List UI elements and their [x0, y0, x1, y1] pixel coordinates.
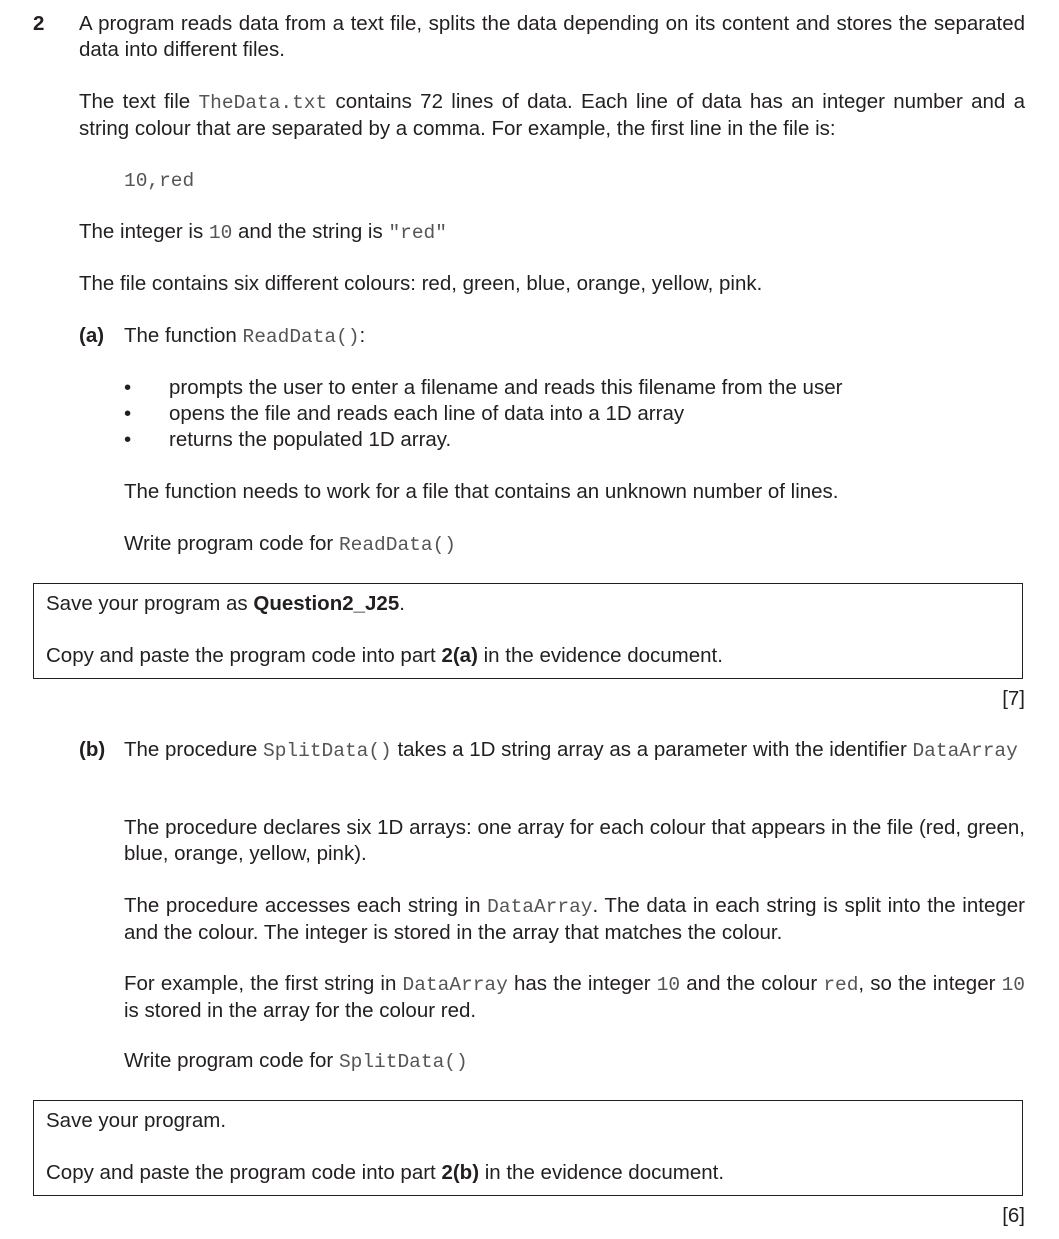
integer-middle: and the string is	[232, 220, 389, 243]
file-description	[79, 89, 1025, 142]
bullet-text: returns the populated 1D array.	[169, 428, 452, 451]
part-b-p1-after: takes a 1D string array as a parameter with the identifier	[391, 738, 913, 761]
part-b-save-text: Save your program.	[46, 1109, 227, 1132]
bullet-icon: •	[124, 428, 132, 451]
part-a-save-before: Save your program as	[46, 592, 254, 615]
part-b-copy-text	[46, 1160, 724, 1186]
splitdata-write-code: SplitData()	[338, 1051, 468, 1073]
string-value-code: "red"	[388, 222, 447, 244]
part-b-p4-a: For example, the first string in	[124, 972, 403, 995]
bullet-text: opens the file and reads each line of data into a 1D array	[169, 402, 685, 425]
part-a-copy-part: 2(a)	[441, 644, 478, 667]
filename-code: TheData.txt	[198, 92, 328, 114]
part-a-save-name: Question2_J25	[253, 592, 400, 615]
part-b-write-instruction	[124, 1048, 1025, 1075]
integer-code: 10	[656, 974, 681, 996]
part-b-p4-d: , so the integer	[858, 972, 1002, 995]
part-a-write-instruction	[124, 531, 1025, 558]
colour-code: red	[823, 974, 859, 996]
bullet-icon: •	[124, 376, 132, 399]
part-b-p3-after: . The data in each string is split into the integer and the colour. The integer is stored in the array that matches the colour.	[124, 894, 1025, 944]
part-b-marks: [6]	[1002, 1204, 1025, 1227]
colours-sentence: The file contains six different colours: red, green, blue, orange, yellow, pink.	[79, 272, 763, 295]
part-a-copy-before: Copy and paste the program code into part	[46, 644, 442, 667]
part-b-paragraph-2: The procedure declares six 1D arrays: one array for each colour that appears in the file (red, green, blue, orange, yellow, pink).	[124, 816, 1025, 865]
question-number: 2	[33, 12, 45, 35]
readdata-code: ReadData()	[242, 326, 360, 348]
part-a-write-before: Write program code for	[124, 532, 339, 555]
list-item	[124, 427, 1025, 453]
part-b-p4-b: has the integer	[507, 972, 657, 995]
file-desc-after: contains 72 lines of data. Each line of data has an integer number and a string colour that are separated by a comma. For example, the first line in the file is:	[79, 90, 1025, 140]
part-b-p4-c: and the colour	[680, 972, 824, 995]
list-item	[124, 401, 1025, 427]
part-b-p1-before: The procedure	[124, 738, 264, 761]
dataarray-code: DataArray	[402, 974, 508, 996]
part-a-bullet-list	[124, 375, 1025, 453]
question-intro: A program reads data from a text file, splits the data depending on its content and stores the separated data into different files.	[79, 12, 1025, 61]
part-a-save-after: .	[399, 592, 405, 615]
part-a-intro-before: The function	[124, 324, 243, 347]
part-a-save-text	[46, 591, 405, 617]
example-line: 10,red	[124, 170, 195, 192]
part-b-copy-part: 2(b)	[441, 1161, 480, 1184]
part-b-copy-after: in the evidence document.	[479, 1161, 725, 1184]
bullet-text: prompts the user to enter a filename and reads this filename from the user	[169, 376, 843, 399]
part-b-write-before: Write program code for	[124, 1049, 339, 1072]
part-b-paragraph-4	[124, 971, 1025, 1024]
integer-code: 10	[1001, 974, 1025, 996]
part-a-intro	[124, 323, 1025, 350]
part-b-copy-before: Copy and paste the program code into part	[46, 1161, 442, 1184]
part-b-label: (b)	[79, 738, 106, 761]
part-a-copy-after: in the evidence document.	[477, 644, 723, 667]
part-b-paragraph-1	[124, 737, 1025, 764]
unknown-lines-text: The function needs to work for a file that contains an unknown number of lines.	[124, 480, 839, 503]
readdata-write-code: ReadData()	[338, 534, 456, 556]
part-a-marks: [7]	[1002, 687, 1025, 710]
part-b-p4-e: is stored in the array for the colour red.	[124, 999, 477, 1022]
part-a-instruction-box	[33, 583, 1023, 679]
part-a-copy-text	[46, 643, 723, 669]
integer-sentence	[79, 219, 1025, 246]
bullet-icon: •	[124, 402, 132, 425]
part-b-paragraph-3	[124, 893, 1025, 946]
list-item	[124, 375, 1025, 401]
part-b-p3-before: The procedure accesses each string in	[124, 894, 488, 917]
part-a-label: (a)	[79, 324, 105, 347]
part-a-intro-after: :	[359, 324, 366, 347]
dataarray-identifier-code: DataArray	[912, 740, 1018, 762]
integer-before: The integer is	[79, 220, 209, 243]
splitdata-code: SplitData()	[263, 740, 392, 762]
part-b-instruction-box	[33, 1100, 1023, 1196]
integer-value-code: 10	[208, 222, 233, 244]
dataarray-code: DataArray	[487, 896, 593, 918]
file-desc-before: The text file	[79, 90, 199, 113]
